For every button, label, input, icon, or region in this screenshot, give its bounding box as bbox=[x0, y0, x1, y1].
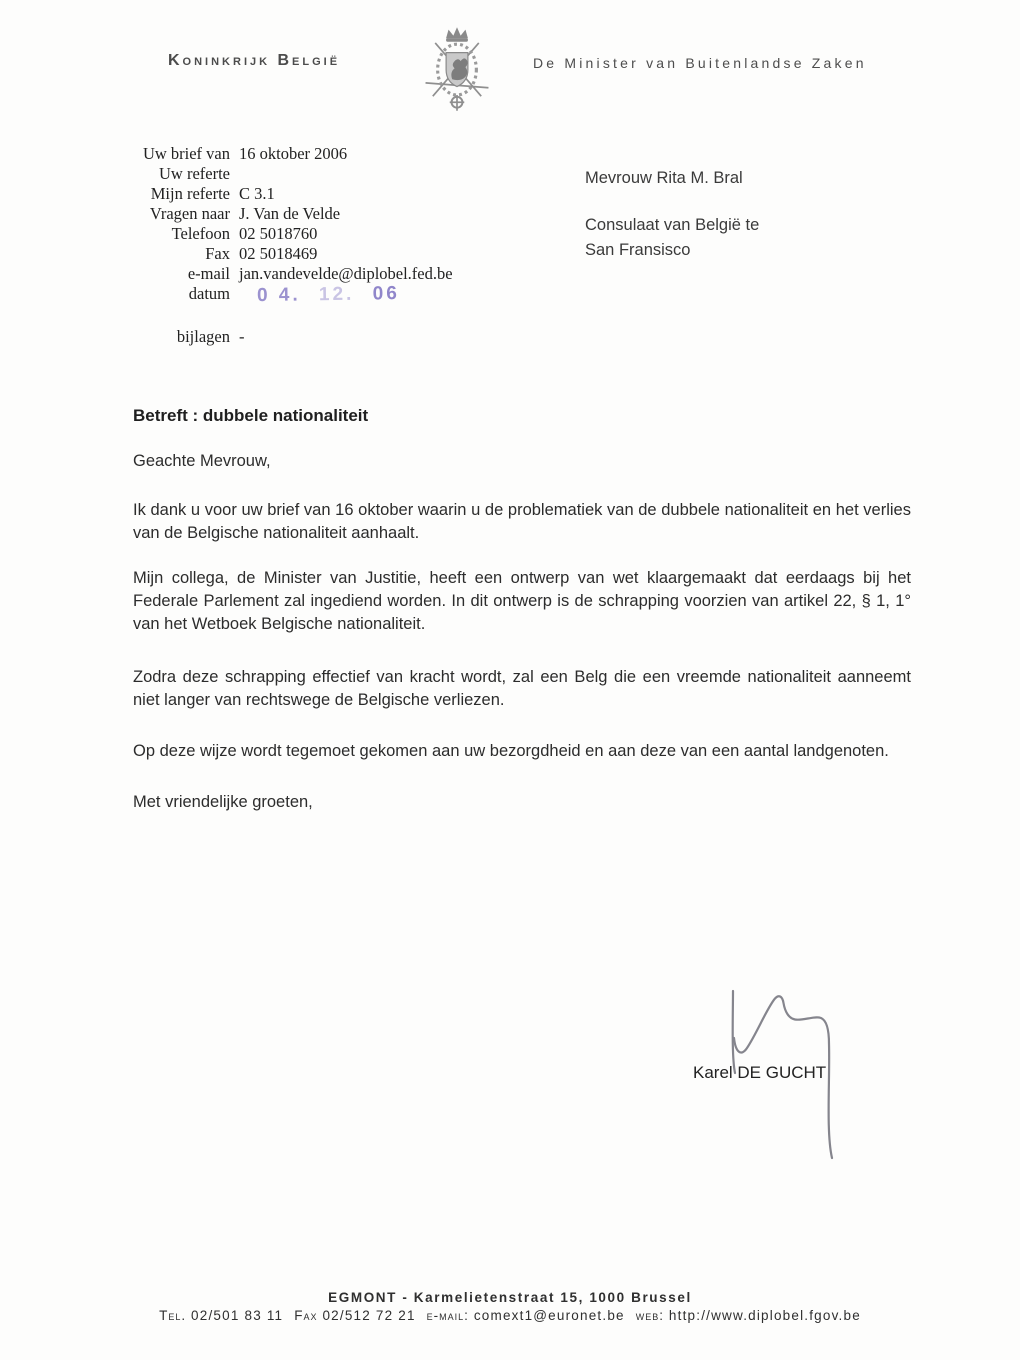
minister-title: De Minister van Buitenlandse Zaken bbox=[533, 55, 867, 71]
footer-web-value: http://www.diplobel.fgov.be bbox=[668, 1308, 861, 1323]
ref-value bbox=[239, 164, 453, 184]
footer-email-value: comext1@euronet.be bbox=[473, 1308, 625, 1323]
kingdom-title: Koninkrijk België bbox=[168, 52, 341, 69]
bijlagen-label: bijlagen bbox=[176, 327, 230, 346]
closing-line: Met vriendelijke groeten, bbox=[133, 793, 313, 811]
bijlagen-value: - bbox=[239, 327, 245, 346]
ref-label: Mijn referte bbox=[150, 184, 230, 203]
footer-address: EGMONT - Karmelietenstraat 15, 1000 Brussel bbox=[328, 1290, 692, 1305]
salutation: Geachte Mevrouw, bbox=[133, 452, 271, 470]
paragraph: Op deze wijze wordt tegemoet gekomen aan uw bezorgdheid en aan deze van een aantal landgenoten. bbox=[133, 742, 889, 760]
ref-value: J. Van de Velde bbox=[239, 204, 341, 223]
footer-fax-value: 02/512 72 21 bbox=[322, 1308, 416, 1323]
recipient-name: Mevrouw Rita M. Bral bbox=[585, 169, 743, 187]
footer-email-label: e-mail: bbox=[426, 1308, 469, 1323]
paragraph: Ik dank u voor uw brief van 16 oktober waarin u de problematiek van de dubbele nationaliteit en het verlies van de Belgische nationaliteit aanhaalt. bbox=[133, 501, 911, 542]
reference-block bbox=[130, 144, 453, 347]
ref-label: e-mail bbox=[187, 264, 230, 283]
date-stamp-part: 0 4. bbox=[256, 284, 301, 307]
footer-tel-value: 02/501 83 11 bbox=[191, 1308, 284, 1323]
date-stamp-part: 12. bbox=[318, 283, 355, 306]
ref-label: Telefoon bbox=[171, 224, 230, 243]
recipient-line2: Consulaat van België te bbox=[585, 216, 760, 234]
ref-value: 02 5018469 bbox=[239, 244, 318, 263]
footer-web-label: web: bbox=[635, 1308, 664, 1323]
subject-line: Betreft : dubbele nationaliteit bbox=[133, 406, 369, 425]
paragraph: Mijn collega, de Minister van Justitie, heeft een ontwerp van wet klaargemaakt dat eerdaags bij het Federale Parlement zal ingediend worden. In dit ontwerp is de schrapping voorzien van artikel 22, § 1, 1° van het Wetboek Belgische nationaliteit. bbox=[133, 569, 911, 633]
belgium-coat-of-arms-icon bbox=[420, 26, 494, 118]
ref-label: Uw referte bbox=[159, 164, 230, 183]
footer-tel-label: Tel. bbox=[159, 1308, 187, 1323]
ref-label: Fax bbox=[205, 244, 230, 263]
ref-value: jan.vandevelde@diplobel.fed.be bbox=[239, 264, 453, 283]
signer-name: Karel DE GUCHT bbox=[693, 1063, 827, 1082]
recipient-address bbox=[585, 166, 759, 263]
footer-contact bbox=[0, 1308, 1020, 1323]
ref-value: 02 5018760 bbox=[239, 224, 318, 243]
ref-value: 16 oktober 2006 bbox=[239, 144, 348, 163]
date-stamp bbox=[257, 284, 410, 306]
date-stamp-part: 06 bbox=[372, 283, 400, 305]
ref-label: Vragen naar bbox=[149, 204, 230, 223]
recipient-line3: San Fransisco bbox=[585, 241, 691, 259]
paragraph: Zodra deze schrapping effectief van kracht wordt, zal een Belg die een vreemde nationaliteit aanneemt niet langer van rechtswege de Belgische verliezen. bbox=[133, 668, 911, 709]
footer-fax-label: Fax bbox=[294, 1308, 318, 1323]
ref-value: C 3.1 bbox=[239, 184, 275, 203]
ref-label-datum: datum bbox=[188, 284, 230, 303]
letterhead-footer bbox=[0, 1290, 1020, 1323]
letter-body bbox=[133, 499, 911, 814]
ref-label: Uw brief van bbox=[142, 144, 230, 163]
